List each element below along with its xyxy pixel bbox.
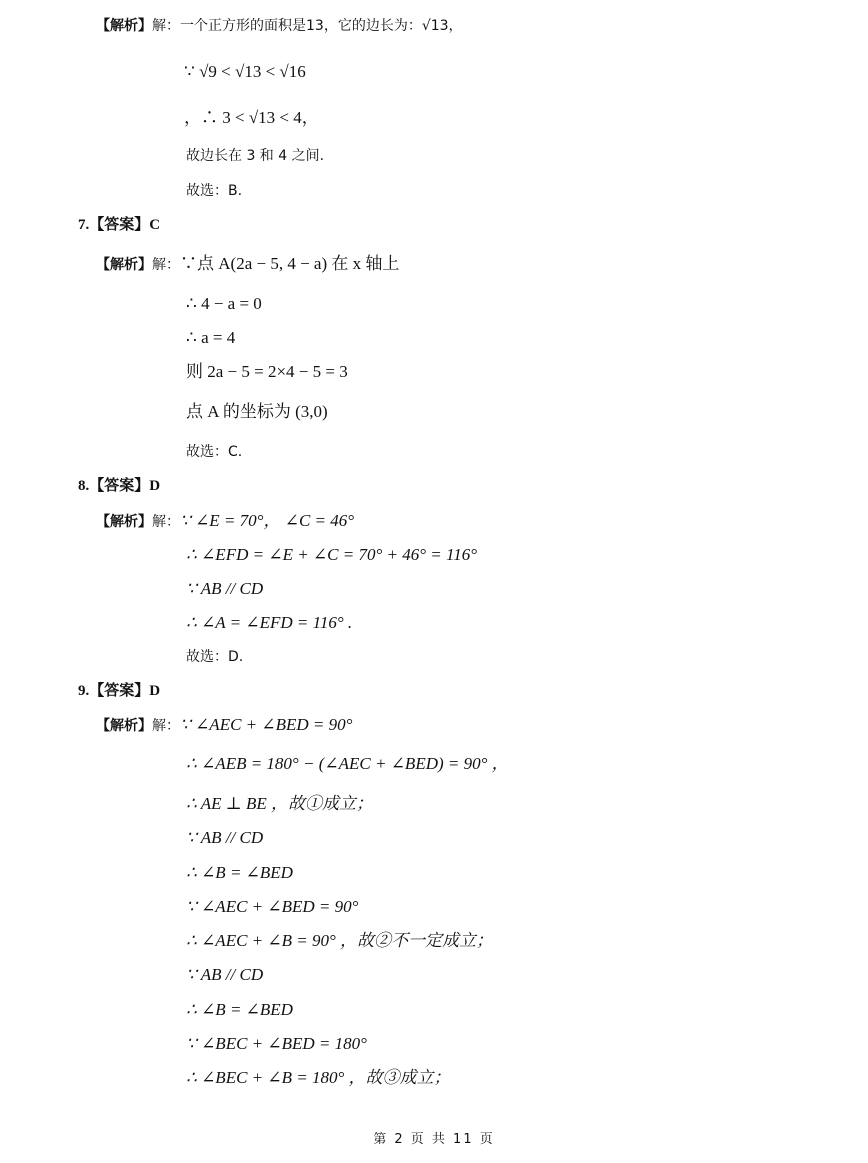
solution-line: 故选：D. [186,649,244,665]
solution-line: ∵点 A(2a − 5, 4 − a) 在 x 轴上 [180,254,400,273]
solution-line: 点 A 的坐标为 (3,0) [186,402,328,421]
jie-label: 解： [152,718,180,734]
analysis-label: 【解析】 [96,514,152,530]
solution-line: ∴ ∠AEB = 180° − (∠AEC + ∠BED) = 90° ， [186,754,509,773]
solution-line: ∴ 4 − a = 0 [186,294,262,313]
solution-line: 一个正方形的面积是13，它的边长为：√13， [180,18,463,34]
jie-label: 解： [152,257,180,273]
analysis-label: 【解析】 [96,18,152,34]
solution-line: ∴ a = 4 [186,328,236,347]
analysis-label: 【解析】 [96,257,152,273]
solution-line: ∵ AB // CD [186,579,264,598]
analysis-row-7 [96,254,399,275]
solution-line: ∵ ∠E = 70°， ∠C = 46° [180,511,355,530]
page-footer: 第 2 页 共 11 页 [373,1132,495,1147]
solution-line: ∵ ∠BEC + ∠BED = 180° [186,1034,367,1053]
solution-line: 故选：B. [186,183,243,199]
solution-line: ∵ ∠AEC + ∠BED = 90° [186,897,359,916]
solution-line: 故边长在 3 和 4 之间. [186,148,325,164]
analysis-row-6 [96,16,463,36]
analysis-row-9 [96,715,352,736]
solution-line: ∴ ∠B = ∠BED [186,1000,293,1019]
solution-line: ∴ ∠A = ∠EFD = 116° . [186,613,353,632]
solution-line: ∴ ∠B = ∠BED [186,863,293,882]
solution-line: 则 2a − 5 = 2×4 − 5 = 3 [186,362,348,381]
analysis-row-8 [96,511,354,532]
solution-line: ∵ AB // CD [186,828,264,847]
solution-line: ∵ ∠AEC + ∠BED = 90° [180,715,353,734]
jie-label: 解： [152,514,180,530]
jie-label: 解： [152,18,180,34]
solution-line: 故选：C. [186,444,243,460]
solution-line: ∵ AB // CD [186,965,264,984]
answer-heading: 8.【答案】D [78,478,161,494]
solution-line: ∵ √9 < √13 < √16 [184,62,306,81]
solution-line: ∴ ∠AEC + ∠B = 90° ，故②不一定成立； [186,931,494,950]
answer-heading: 9.【答案】D [78,683,161,699]
analysis-label: 【解析】 [96,718,152,734]
solution-line: ，∴ 3 < √13 < 4， [184,108,319,127]
solution-line: ∴ AE ⊥ BE ，故①成立； [186,794,374,813]
solution-line: ∴ ∠EFD = ∠E + ∠C = 70° + 46° = 116° [186,545,478,564]
solution-line: ∴ ∠BEC + ∠B = 180° ，故③成立； [186,1068,451,1087]
answer-heading: 7.【答案】C [78,217,161,233]
